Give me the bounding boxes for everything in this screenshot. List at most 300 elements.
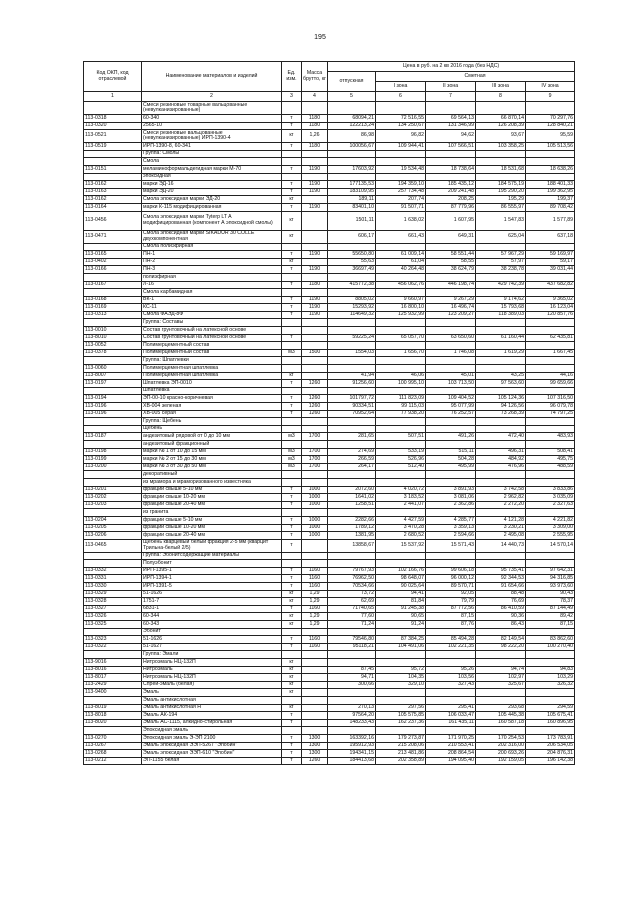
table-row bbox=[84, 560, 575, 568]
row-price-zone-1: 162 237,36 bbox=[376, 719, 426, 727]
row-mass bbox=[302, 552, 328, 560]
row-price-zone-2 bbox=[426, 689, 476, 697]
row-unit: т bbox=[282, 643, 302, 651]
row-unit: т bbox=[282, 403, 302, 411]
row-unit bbox=[282, 418, 302, 426]
row-price-zone-1: 91,24 bbox=[376, 621, 426, 629]
row-price-zone-1: 61 009,14 bbox=[376, 251, 426, 259]
row-code: 113-0163 bbox=[84, 188, 142, 196]
row-code: 113-0402 bbox=[84, 258, 142, 266]
row-code: 113-8019 bbox=[84, 704, 142, 712]
row-price-zone-1: 105 575,85 bbox=[376, 712, 426, 720]
table-body bbox=[84, 102, 575, 765]
row-code: 113-0199 bbox=[84, 456, 142, 464]
row-price-zone-2: 208 864,54 bbox=[426, 750, 476, 758]
row-mass bbox=[302, 712, 328, 720]
row-unit bbox=[282, 552, 302, 560]
row-name: ИРП-1395-1 bbox=[142, 567, 282, 575]
row-mass: 1190 bbox=[302, 304, 328, 312]
row-price-zone-4: 39 031,44 bbox=[526, 266, 575, 274]
row-name: Эпоксидная эмаль Э-ЭП 2100 bbox=[142, 734, 282, 742]
row-price-zone-3: 160 587,18 bbox=[476, 719, 526, 727]
table-row bbox=[84, 524, 575, 532]
table-row bbox=[84, 471, 575, 479]
row-unit: т bbox=[282, 516, 302, 524]
row-price-zone-2: 16 496,74 bbox=[426, 304, 476, 312]
row-mass bbox=[302, 230, 328, 243]
row-price-zone-4: 483,93 bbox=[526, 433, 575, 441]
row-mass: 1,26 bbox=[302, 130, 328, 143]
row-unit bbox=[282, 478, 302, 486]
row-price-release bbox=[328, 327, 376, 335]
row-code: 113-0323 bbox=[84, 636, 142, 644]
row-price-zone-4: 96 079,78 bbox=[526, 403, 575, 411]
table-row bbox=[84, 456, 575, 464]
row-mass bbox=[302, 196, 328, 204]
row-code: 113-0164 bbox=[84, 203, 142, 211]
table-row bbox=[84, 143, 575, 151]
row-unit: кг bbox=[282, 598, 302, 606]
row-unit: кг bbox=[282, 258, 302, 266]
row-price-zone-3: 105 445,38 bbox=[476, 712, 526, 720]
row-price-zone-4: 87,15 bbox=[526, 621, 575, 629]
row-mass: 1300 bbox=[302, 750, 328, 758]
row-price-release bbox=[328, 102, 376, 115]
row-price-zone-4: 9 365,02 bbox=[526, 296, 575, 304]
table-row bbox=[84, 425, 575, 433]
row-price-zone-3: 38 238,78 bbox=[476, 266, 526, 274]
page-number: 195 bbox=[314, 34, 326, 41]
row-unit bbox=[282, 102, 302, 115]
row-mass: 1300 bbox=[302, 734, 328, 742]
row-mass bbox=[302, 689, 328, 697]
row-unit: т bbox=[282, 395, 302, 403]
table-row bbox=[84, 516, 575, 524]
row-price-zone-3 bbox=[476, 387, 526, 395]
row-price-zone-3: 102,97 bbox=[476, 674, 526, 682]
row-price-zone-4: 105 675,41 bbox=[526, 712, 575, 720]
row-price-zone-3: 98 222,20 bbox=[476, 643, 526, 651]
row-name: Группа: Щебень bbox=[142, 418, 282, 426]
row-price-zone-4 bbox=[526, 478, 575, 486]
row-name: Шпатлевка ЭП-0010 bbox=[142, 380, 282, 388]
row-mass: 1,29 bbox=[302, 621, 328, 629]
row-price-zone-3: 2 495,08 bbox=[476, 532, 526, 540]
row-price-zone-4: 90,43 bbox=[526, 590, 575, 598]
row-price-zone-2: 103,56 bbox=[426, 674, 476, 682]
row-price-zone-1: 109 944,41 bbox=[376, 143, 426, 151]
row-mass: 1190 bbox=[302, 296, 328, 304]
row-unit: т bbox=[282, 719, 302, 727]
row-price-zone-2: 89 570,71 bbox=[426, 583, 476, 591]
row-mass: 1260 bbox=[302, 757, 328, 765]
row-name: Смеси резиновые вальцованные (невулканизированные) ИРП-1390-4 bbox=[142, 130, 282, 143]
row-price-zone-3 bbox=[476, 651, 526, 659]
table-row bbox=[84, 628, 575, 636]
table-row bbox=[84, 583, 575, 591]
table-row bbox=[84, 349, 575, 357]
row-price-zone-2: 295,41 bbox=[426, 704, 476, 712]
row-code bbox=[84, 440, 142, 448]
row-price-release: 148233,43 bbox=[328, 719, 376, 727]
row-unit: кг bbox=[282, 230, 302, 243]
row-price-zone-1: 213 481,86 bbox=[376, 750, 426, 758]
row-price-zone-4 bbox=[526, 327, 575, 335]
row-price-zone-2: 109 404,52 bbox=[426, 395, 476, 403]
row-name: Полуэбонит bbox=[142, 560, 282, 568]
row-price-zone-2: 495,99 bbox=[426, 463, 476, 471]
row-price-zone-3: 91 654,66 bbox=[476, 583, 526, 591]
row-price-zone-4 bbox=[526, 659, 575, 667]
row-price-zone-4: 4 221,82 bbox=[526, 516, 575, 524]
row-mass bbox=[302, 158, 328, 166]
header-zone-2: II зона bbox=[426, 82, 476, 92]
row-price-zone-4: 70 297,76 bbox=[526, 115, 575, 123]
row-price-zone-4: 3 035,09 bbox=[526, 494, 575, 502]
row-price-zone-4 bbox=[526, 471, 575, 479]
row-name: ХВ-005 серая bbox=[142, 410, 282, 418]
row-price-zone-3: 293,68 bbox=[476, 704, 526, 712]
row-unit: кг bbox=[282, 372, 302, 380]
table-row bbox=[84, 243, 575, 251]
row-code: 113-0187 bbox=[84, 433, 142, 441]
row-price-zone-1 bbox=[376, 173, 426, 181]
row-name: Эмаль антикислотная Н bbox=[142, 704, 282, 712]
row-mass: 1000 bbox=[302, 516, 328, 524]
row-price-zone-1: 533,19 bbox=[376, 448, 426, 456]
column-number: 4 bbox=[302, 92, 328, 102]
row-price-zone-4: 93 973,60 bbox=[526, 583, 575, 591]
row-price-zone-1: 329,10 bbox=[376, 681, 426, 689]
row-price-zone-3 bbox=[476, 425, 526, 433]
row-name: ПН-1 bbox=[142, 251, 282, 259]
price-table bbox=[83, 61, 575, 765]
row-mass: 1000 bbox=[302, 494, 328, 502]
row-code: 113-0332 bbox=[84, 567, 142, 575]
row-price-zone-4: 95,59 bbox=[526, 130, 575, 143]
row-price-zone-2: 87,76 bbox=[426, 621, 476, 629]
row-code: 113-0166 bbox=[84, 266, 142, 274]
row-mass bbox=[302, 651, 328, 659]
row-price-release bbox=[328, 651, 376, 659]
row-price-release bbox=[328, 158, 376, 166]
row-code: 113-0196 bbox=[84, 410, 142, 418]
row-price-zone-1: 40 264,48 bbox=[376, 266, 426, 274]
row-price-zone-3 bbox=[476, 478, 526, 486]
row-price-release: 55650,80 bbox=[328, 251, 376, 259]
row-unit: т bbox=[282, 281, 302, 289]
row-mass bbox=[302, 440, 328, 448]
row-price-zone-1 bbox=[376, 440, 426, 448]
row-price-zone-2 bbox=[426, 158, 476, 166]
row-unit: м3 bbox=[282, 349, 302, 357]
column-number: 5 bbox=[328, 92, 376, 102]
row-price-zone-2: 58,55 bbox=[426, 258, 476, 266]
row-price-release: 94,71 bbox=[328, 674, 376, 682]
row-price-zone-3 bbox=[476, 509, 526, 517]
row-mass: 1000 bbox=[302, 501, 328, 509]
table-row bbox=[84, 605, 575, 613]
row-price-zone-4 bbox=[526, 365, 575, 373]
row-price-release: 274,69 bbox=[328, 448, 376, 456]
row-price-zone-1: 104 491,06 bbox=[376, 643, 426, 651]
table-row bbox=[84, 165, 575, 173]
row-price-zone-1: 91 245,38 bbox=[376, 605, 426, 613]
row-name: Шпатлевка bbox=[142, 387, 282, 395]
row-price-zone-4 bbox=[526, 418, 575, 426]
row-mass bbox=[302, 727, 328, 735]
row-code: 113-0465 bbox=[84, 539, 142, 552]
row-mass bbox=[302, 387, 328, 395]
row-unit bbox=[282, 727, 302, 735]
row-price-zone-2 bbox=[426, 342, 476, 350]
row-unit: т bbox=[282, 334, 302, 342]
row-price-zone-3: 3 742,58 bbox=[476, 486, 526, 494]
row-price-release: 15293,92 bbox=[328, 304, 376, 312]
row-price-zone-3 bbox=[476, 696, 526, 704]
row-price-release: 189,11 bbox=[328, 196, 376, 204]
row-price-zone-4: 94,83 bbox=[526, 666, 575, 674]
row-code bbox=[84, 696, 142, 704]
row-price-zone-2 bbox=[426, 471, 476, 479]
column-number: 2 bbox=[142, 92, 282, 102]
row-price-zone-4: 637,18 bbox=[526, 230, 575, 243]
row-code bbox=[84, 628, 142, 636]
row-price-zone-4: 199,37 bbox=[526, 196, 575, 204]
row-unit bbox=[282, 651, 302, 659]
row-code: 113-9400 bbox=[84, 689, 142, 697]
row-mass bbox=[302, 471, 328, 479]
row-price-zone-1 bbox=[376, 243, 426, 251]
row-price-zone-3: 92 344,53 bbox=[476, 575, 526, 583]
row-price-zone-4: 1 667,45 bbox=[526, 349, 575, 357]
table-row bbox=[84, 552, 575, 560]
row-name: фракции свыше 5-10 мм bbox=[142, 516, 282, 524]
row-mass bbox=[302, 372, 328, 380]
table-row bbox=[84, 203, 575, 211]
table-row bbox=[84, 196, 575, 204]
row-price-release bbox=[328, 387, 376, 395]
row-code: 113-0169 bbox=[84, 304, 142, 312]
row-price-zone-2: 171 970,25 bbox=[426, 734, 476, 742]
row-price-zone-4: 78,37 bbox=[526, 598, 575, 606]
table-row bbox=[84, 532, 575, 540]
row-name: Полимерцементная шпатлевка bbox=[142, 372, 282, 380]
row-price-zone-2: 99 606,18 bbox=[426, 567, 476, 575]
row-unit: м3 bbox=[282, 463, 302, 471]
row-price-release: 300,66 bbox=[328, 681, 376, 689]
row-mass: 1190 bbox=[302, 266, 328, 274]
table-row bbox=[84, 251, 575, 259]
row-price-zone-3: 103 358,25 bbox=[476, 143, 526, 151]
row-price-zone-3: 202 316,00 bbox=[476, 742, 526, 750]
row-price-zone-2: 9 267,29 bbox=[426, 296, 476, 304]
row-price-zone-1: 1 656,70 bbox=[376, 349, 426, 357]
row-code: 113-0060 bbox=[84, 365, 142, 373]
row-price-release: 17603,92 bbox=[328, 165, 376, 173]
row-price-zone-3: 170 254,53 bbox=[476, 734, 526, 742]
table-row bbox=[84, 440, 575, 448]
row-price-zone-1: 456 062,76 bbox=[376, 281, 426, 289]
row-price-release: 415772,38 bbox=[328, 281, 376, 289]
header-zone-3: III зона bbox=[476, 82, 526, 92]
row-price-zone-4: 1 577,89 bbox=[526, 211, 575, 230]
row-name: фракции свыше 10-20 мм bbox=[142, 524, 282, 532]
row-mass bbox=[302, 319, 328, 327]
row-price-zone-3 bbox=[476, 357, 526, 365]
row-unit bbox=[282, 273, 302, 281]
row-price-zone-4 bbox=[526, 696, 575, 704]
row-unit: кг bbox=[282, 130, 302, 143]
row-name: 51-1626 bbox=[142, 590, 282, 598]
row-price-zone-3: 66 870,14 bbox=[476, 115, 526, 123]
row-price-zone-4: 59 169,97 bbox=[526, 251, 575, 259]
row-price-zone-4: 74 797,25 bbox=[526, 410, 575, 418]
row-price-zone-2 bbox=[426, 273, 476, 281]
row-mass bbox=[302, 334, 328, 342]
row-price-release: 55,63 bbox=[328, 258, 376, 266]
row-price-release: 1381,95 bbox=[328, 532, 376, 540]
row-price-zone-1: 125 932,99 bbox=[376, 311, 426, 319]
row-name: 51-1626 bbox=[142, 636, 282, 644]
row-price-zone-3: 61 160,44 bbox=[476, 334, 526, 342]
column-number: 3 bbox=[282, 92, 302, 102]
row-price-zone-3: 1 547,83 bbox=[476, 211, 526, 230]
row-price-zone-2: 69 564,13 bbox=[426, 115, 476, 123]
row-price-zone-1: 99 115,03 bbox=[376, 403, 426, 411]
row-code: 113-0010 bbox=[84, 327, 142, 335]
row-unit: т bbox=[282, 203, 302, 211]
row-code: 113-0330 bbox=[84, 583, 142, 591]
row-price-release: 70952,64 bbox=[328, 410, 376, 418]
row-price-zone-2 bbox=[426, 357, 476, 365]
row-price-zone-4: 173 783,91 bbox=[526, 734, 575, 742]
row-name: фракции свыше 10-20 мм bbox=[142, 494, 282, 502]
row-mass bbox=[302, 418, 328, 426]
row-code bbox=[84, 425, 142, 433]
row-code: 113-0204 bbox=[84, 516, 142, 524]
row-name: Смола bbox=[142, 158, 282, 166]
row-price-zone-3: 94,74 bbox=[476, 666, 526, 674]
row-name: андезитовый рядовой от 0 до 10 мм bbox=[142, 433, 282, 441]
row-code bbox=[84, 319, 142, 327]
row-price-zone-4: 204 876,31 bbox=[526, 750, 575, 758]
table-row bbox=[84, 334, 575, 342]
row-unit bbox=[282, 289, 302, 297]
row-mass: 1160 bbox=[302, 583, 328, 591]
row-unit: т bbox=[282, 165, 302, 173]
row-name: Эмаль АК-194 bbox=[142, 712, 282, 720]
row-price-release bbox=[328, 273, 376, 281]
row-price-release: 95118,21 bbox=[328, 643, 376, 651]
row-price-release: 100056,67 bbox=[328, 143, 376, 151]
row-name: Эмаль антикислотная bbox=[142, 696, 282, 704]
row-name: ПН-2 bbox=[142, 258, 282, 266]
row-code: 113-0165 bbox=[84, 251, 142, 259]
row-price-zone-2: 94,62 bbox=[426, 130, 476, 143]
header-zone-1: I зона bbox=[376, 82, 426, 92]
table-row bbox=[84, 567, 575, 575]
row-code: 113-0206 bbox=[84, 532, 142, 540]
row-mass: 1190 bbox=[302, 188, 328, 196]
row-mass bbox=[302, 560, 328, 568]
row-price-zone-4 bbox=[526, 158, 575, 166]
row-price-zone-4: 160 896,95 bbox=[526, 719, 575, 727]
row-price-zone-3: 200 693,26 bbox=[476, 750, 526, 758]
row-price-zone-4: 206 534,05 bbox=[526, 742, 575, 750]
row-name: Полимерцементный состав bbox=[142, 342, 282, 350]
row-name: ИРП-1390-8, 60-341 bbox=[142, 143, 282, 151]
row-mass bbox=[302, 666, 328, 674]
row-name: Щебень кварцевый белый фракция 2-5 мм (кварцит Трильна-белый 2/5) bbox=[142, 539, 282, 552]
row-price-zone-1 bbox=[376, 289, 426, 297]
row-name: фракции свыше 20-40 мм bbox=[142, 501, 282, 509]
row-price-release: 183109,95 bbox=[328, 188, 376, 196]
table-row bbox=[84, 712, 575, 720]
row-price-zone-1 bbox=[376, 150, 426, 158]
row-name: полиэфирная bbox=[142, 273, 282, 281]
row-price-release bbox=[328, 696, 376, 704]
row-unit: т bbox=[282, 605, 302, 613]
row-price-release: 8805,02 bbox=[328, 296, 376, 304]
row-unit bbox=[282, 150, 302, 158]
row-name: марки ЭД-20 bbox=[142, 188, 282, 196]
row-unit: т bbox=[282, 296, 302, 304]
row-unit: т bbox=[282, 742, 302, 750]
row-name: Группа: Эбонитсодержащие материалы bbox=[142, 552, 282, 560]
row-unit bbox=[282, 471, 302, 479]
row-code: 113-0268 bbox=[84, 750, 142, 758]
table-row bbox=[84, 342, 575, 350]
row-price-release: 36697,49 bbox=[328, 266, 376, 274]
row-name: 51-1627 bbox=[142, 643, 282, 651]
column-number: 6 bbox=[376, 92, 426, 102]
row-price-zone-2: 58 551,44 bbox=[426, 251, 476, 259]
row-price-zone-4 bbox=[526, 243, 575, 251]
row-price-zone-4: 2 327,63 bbox=[526, 501, 575, 509]
row-name: декоративный bbox=[142, 471, 282, 479]
row-price-zone-3: 484,92 bbox=[476, 456, 526, 464]
row-price-zone-2: 208,25 bbox=[426, 196, 476, 204]
row-price-zone-2 bbox=[426, 651, 476, 659]
row-name: меламиноформальдегидная марки М-70 bbox=[142, 165, 282, 173]
row-price-zone-3: 15 793,68 bbox=[476, 304, 526, 312]
row-name: Нитроэмаль НЦ-132П bbox=[142, 659, 282, 667]
row-price-zone-1 bbox=[376, 158, 426, 166]
table-row bbox=[84, 266, 575, 274]
row-name: 60-344 bbox=[142, 613, 282, 621]
row-price-zone-2: 515,11 bbox=[426, 448, 476, 456]
row-price-zone-4: 44,16 bbox=[526, 372, 575, 380]
row-price-zone-2: 102 221,35 bbox=[426, 643, 476, 651]
row-name: Эмаль АС-1115, алкидно-стирольная bbox=[142, 719, 282, 727]
table-row bbox=[84, 418, 575, 426]
row-price-zone-1: 104,35 bbox=[376, 674, 426, 682]
row-price-zone-3 bbox=[476, 102, 526, 115]
column-number: 7 bbox=[426, 92, 476, 102]
table-row bbox=[84, 575, 575, 583]
row-mass bbox=[302, 509, 328, 517]
table-row bbox=[84, 395, 575, 403]
row-unit bbox=[282, 365, 302, 373]
row-price-zone-4: 18 638,26 bbox=[526, 165, 575, 173]
row-price-zone-1: 4 020,72 bbox=[376, 486, 426, 494]
row-price-zone-4: 437 682,82 bbox=[526, 281, 575, 289]
row-price-zone-3: 90,36 bbox=[476, 613, 526, 621]
table-row bbox=[84, 463, 575, 471]
row-mass: 1160 bbox=[302, 605, 328, 613]
row-price-zone-1 bbox=[376, 418, 426, 426]
